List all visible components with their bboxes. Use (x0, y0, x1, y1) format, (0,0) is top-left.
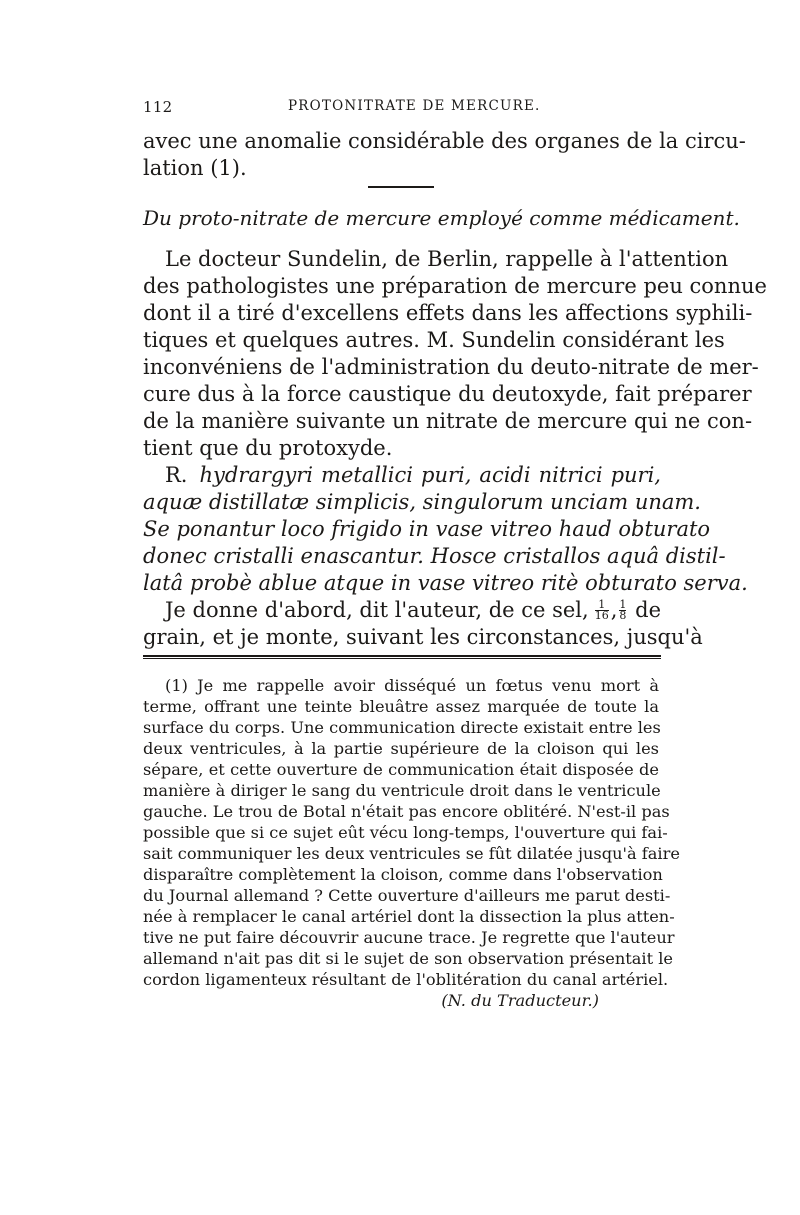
footnote-rule (143, 655, 661, 659)
footnote-line: du Journal allemand ? Cette ouverture d'ailleurs me parut desti- (143, 886, 671, 905)
footnote-line: (1) Je me rappelle avoir disséqué un fœtus venu mort à (165, 676, 659, 695)
text-line: avec une anomalie considérable des organes de la circu- (143, 129, 746, 153)
footnote-signature: (N. du Traducteur.) (441, 991, 599, 1010)
dose-line: Je donne d'abord, dit l'auteur, de ce sel, $\frac{1}{16}$ , $\frac{1}{8}$ de (143, 597, 661, 624)
paragraph-line: tiques et quelques autres. M. Sundelin considérant les (143, 328, 725, 352)
paragraph-line: inconvéniens de l'administration du deuto-nitrate de mer- (143, 355, 759, 379)
footnote-line: surface du corps. Une communication directe existait entre les (143, 718, 661, 737)
recipe-line (143, 462, 661, 489)
paragraph-line: des pathologistes une préparation de mercure peu connue (143, 274, 767, 298)
footnote-line: tive ne put faire découvrir aucune trace. Je regrette que l'auteur (143, 928, 675, 947)
running-title: PROTONITRATE DE MERCURE. (288, 98, 541, 114)
footnote-line: terme, offrant une teinte bleuâtre assez marquée de toute la (143, 697, 659, 716)
dose-line: grain, et je monte, suivant les circonstances, jusqu'à (143, 625, 703, 649)
section-divider (368, 186, 434, 188)
footnote-line: sait communiquer les deux ventricules se fût dilatée jusqu'à faire (143, 844, 680, 863)
footnote-line: deux ventricules, à la partie supérieure de la cloison qui les (143, 739, 659, 758)
recipe-line: Se ponantur loco frigido in vase vitreo haud obturato (143, 517, 711, 541)
footnote-line: cordon ligamenteux résultant de l'oblitération du canal artériel. (143, 970, 669, 989)
footnote-line: gauche. Le trou de Botal n'était pas encore oblitéré. N'est-il pas (143, 802, 670, 821)
recipe-line: latâ probè ablue atque in vase vitreo ritè obturato serva. (143, 571, 748, 595)
fraction-one-sixteenth: $\frac{1}{16}$ (594, 598, 609, 622)
recipe-text: hydrargyri metallici puri, acidi nitrici puri, (199, 463, 661, 487)
page-number: 112 (143, 98, 173, 116)
paragraph-line: de la manière suivante un nitrate de mercure qui ne con- (143, 409, 753, 433)
footnote-line: manière à diriger le sang du ventricule droit dans le ventricule (143, 781, 661, 800)
recipe-line: donec cristalli enascantur. Hosce cristallos aquâ distil- (143, 544, 726, 568)
paragraph-line: dont il a tiré d'excellens effets dans les affections syphili- (143, 301, 753, 325)
paragraph-line: Le docteur Sundelin, de Berlin, rappelle à l'attention (165, 247, 729, 271)
dose-text-end: de (635, 598, 661, 622)
footnote-line: née à remplacer le canal artériel dont la dissection la plus atten- (143, 907, 675, 926)
paragraph-line: cure dus à la force caustique du deutoxyde, fait préparer (143, 382, 752, 406)
section-title: Du proto-nitrate de mercure employé comme médicament. (143, 206, 740, 230)
paragraph-line: tient que du protoxyde. (143, 436, 393, 460)
page-header (143, 98, 543, 122)
text-line: lation (1). (143, 156, 247, 180)
recipe-line: aquæ distillatæ simplicis, singulorum unciam unam. (143, 490, 701, 514)
footnote-line: sépare, et cette ouverture de communication était disposée de (143, 760, 659, 779)
footnote-line: disparaître complètement la cloison, comme dans l'observation (143, 865, 663, 884)
fraction-one-eighth: $\frac{1}{8}$ (619, 598, 627, 622)
footnote-line: allemand n'ait pas dit si le sujet de son observation présentait le (143, 949, 674, 968)
footnote-line: possible que si ce sujet eût vécu long-temps, l'ouverture qui fai- (143, 823, 668, 842)
recipe-prefix: R. (165, 463, 188, 487)
dose-text: Je donne d'abord, dit l'auteur, de ce sel, (165, 598, 589, 622)
